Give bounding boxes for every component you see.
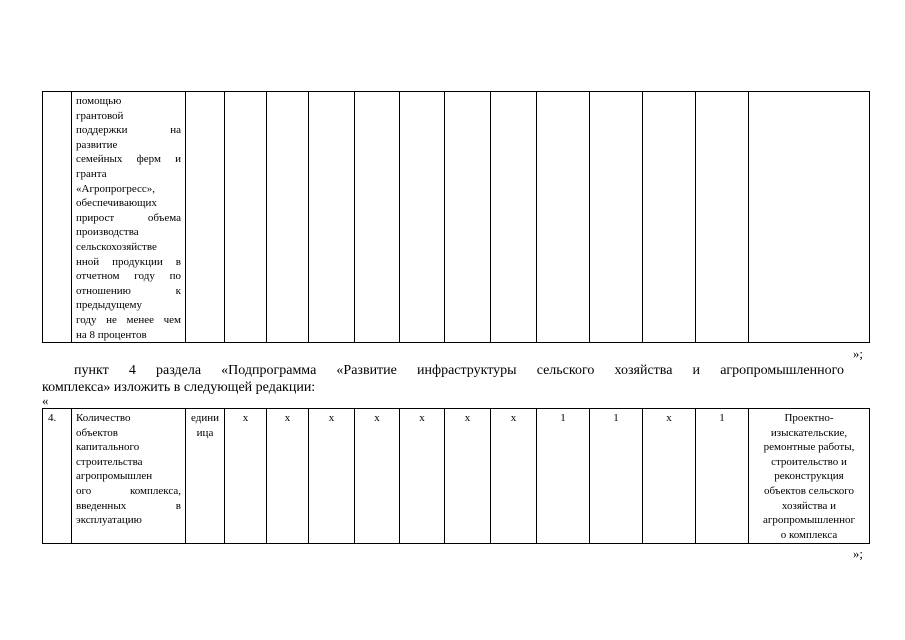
- cell-unit: [186, 409, 225, 544]
- cell-value: х: [643, 409, 696, 544]
- description-line: капитального: [76, 441, 140, 454]
- description-line: отношению к: [76, 284, 181, 297]
- opening-quote: «: [42, 393, 49, 408]
- cell-value: [537, 92, 590, 343]
- note-line: объектов сельского: [763, 484, 854, 497]
- description-line: объектов: [76, 426, 118, 439]
- cell-value: [225, 92, 267, 343]
- paragraph-line: комплекса» изложить в следующей редакции:: [42, 380, 316, 395]
- closing-quote: »;: [852, 546, 863, 561]
- cell-value: [491, 92, 537, 343]
- cell-value: [355, 92, 400, 343]
- description-line: «Агропрогресс»,: [76, 182, 156, 195]
- cell-value: [400, 92, 445, 343]
- cell-unit: [186, 92, 225, 343]
- cell-value: х: [267, 409, 309, 544]
- cell-value: [643, 92, 696, 343]
- table-row: [43, 92, 870, 343]
- cell-value: 1: [696, 409, 749, 544]
- note-line: хозяйства и: [781, 499, 837, 512]
- description-line: сельскохозяйстве: [76, 240, 157, 253]
- cell-value: х: [491, 409, 537, 544]
- cell-description: [72, 409, 186, 544]
- description-line: производства: [76, 226, 139, 239]
- closing-quote: »;: [852, 346, 863, 361]
- table-fragment-top: [42, 91, 870, 343]
- note-line: Проектно-: [784, 412, 834, 424]
- description-line: прирост объема: [76, 211, 181, 224]
- unit-line: едини: [191, 412, 219, 424]
- description-line: грантовой: [76, 109, 124, 122]
- note-line: изыскательские,: [770, 426, 848, 439]
- description-line: предыдущему: [76, 299, 143, 312]
- cell-value: [696, 92, 749, 343]
- note-line: реконструкция: [774, 470, 844, 483]
- table-new-row: [42, 408, 870, 544]
- amendment-paragraph: [42, 362, 844, 396]
- note-line: о комплекса: [780, 528, 838, 541]
- cell-note: [749, 92, 870, 343]
- cell-value: х: [445, 409, 491, 544]
- note-line: ремонтные работы,: [763, 441, 855, 454]
- table-row: [43, 409, 870, 544]
- cell-value: х: [309, 409, 355, 544]
- description-line: отчетном году по: [76, 270, 181, 283]
- description-line: поддержки на: [76, 124, 181, 137]
- cell-note: [749, 409, 870, 544]
- paragraph-line: пункт 4 раздела «Подпрограмма «Развитие инфраструктуры сельского хозяйства и агропромышленного: [74, 363, 844, 378]
- unit-line: ица: [196, 426, 214, 439]
- cell-description: [72, 92, 186, 343]
- note-line: агропромышленног: [762, 514, 856, 527]
- cell-value: [590, 92, 643, 343]
- description-line: помощью: [76, 95, 122, 107]
- description-line: семейных ферм и: [76, 153, 181, 166]
- cell-value: х: [355, 409, 400, 544]
- cell-number: 4.: [43, 409, 72, 544]
- description-line: Количество: [76, 412, 131, 424]
- cell-value: [445, 92, 491, 343]
- description-line: нной продукции в: [76, 255, 181, 268]
- cell-value: 1: [590, 409, 643, 544]
- cell-value: [309, 92, 355, 343]
- cell-number: [43, 92, 72, 343]
- description-line: строительства: [76, 455, 143, 468]
- cell-value: х: [400, 409, 445, 544]
- description-line: гранта: [76, 167, 107, 180]
- cell-value: х: [225, 409, 267, 544]
- description-line: обеспечивающих: [76, 197, 157, 210]
- description-line: введенных в: [76, 499, 181, 512]
- description-line: году не менее чем: [76, 313, 181, 326]
- description-line: на 8 процентов: [76, 328, 147, 341]
- description-line: развитие: [76, 138, 118, 151]
- description-line: ого комплекса,: [76, 484, 181, 497]
- description-line: эксплуатацию: [76, 514, 142, 527]
- description-line: агропромышлен: [76, 470, 153, 483]
- cell-value: [267, 92, 309, 343]
- note-line: строительство и: [771, 455, 847, 468]
- cell-value: 1: [537, 409, 590, 544]
